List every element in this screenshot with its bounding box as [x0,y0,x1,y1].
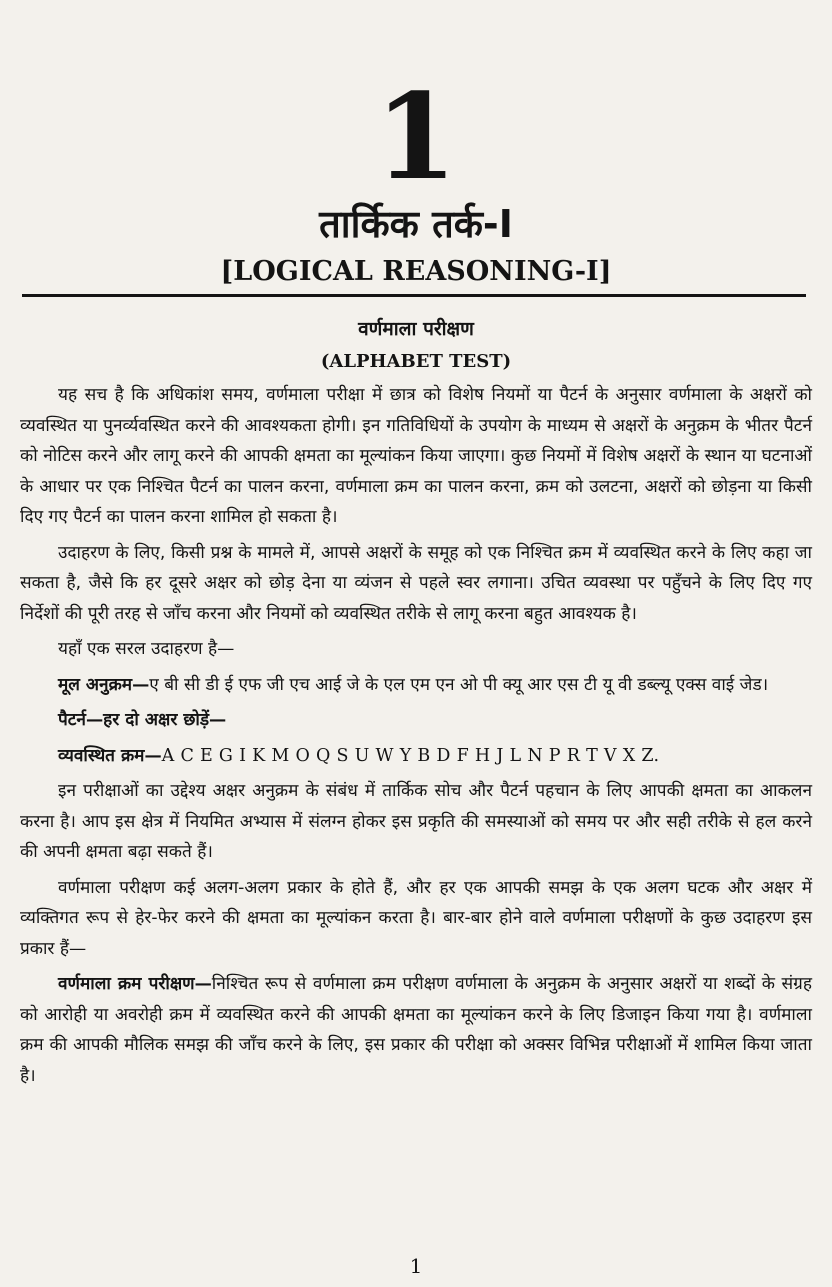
chapter-title-english: [LOGICAL REASONING-I] [220,256,612,287]
paragraph-intro: यह सच है कि अधिकांश समय, वर्णमाला परीक्षा में छात्र को विशेष नियमों या पैटर्न के अनुसार वर्णमाला के अक्षरों को व्यवस्थित या पुनर्व्यवस्थित करने की आवश्यकता होगी। इन गतिविधियों के उपयोग के माध्यम से अक्षरों के अनुक्रम के भीतर पैटर्न को नोटिस करने और लागू करने की आपकी क्षमता का मूल्यांकन किया जाएगा। कुछ नियमों में विशेष अक्षरों के स्थान या घटनाओं के आधार पर एक निश्चित पैटर्न का पालन करना, वर्णमाला क्रम का पालन करना, क्रम को उलटना, अक्षरों को छोड़ना या किसी दिए गए पैटर्न का पालन करना शामिल हो सकता है। [20,385,812,527]
page-number: 1 [409,1254,423,1278]
arranged-order-text: A C E G I K M O Q S U W Y B D F H J L N P R T V X Z. [161,745,660,766]
pattern-label: पैटर्न— [58,710,104,730]
original-sequence-text: ए बी सी डी ई एफ जी एच आई जे के एल एम एन ओ पी क्यू आर एस टी यू वी डब्ल्यू एक्स वाई जेड। [149,674,769,695]
chapter-number: 1 [374,67,458,206]
arranged-order-label: व्यवस्थित क्रम— [58,745,162,766]
pattern-text: हर दो अक्षर छोड़ें— [103,710,227,730]
section-title-hindi: वर्णमाला परीक्षण [358,318,474,340]
alphabet-order-test-text: निश्चित रूप से वर्णमाला क्रम परीक्षण वर्णमाला के अनुक्रम के अनुसार अक्षरों या शब्दों के संग्रह को आरोही या अवरोही क्रम में व्यवस्थित करने की आपकी क्षमता का मूल्यांकन करने के लिए डिजाइन किया गया है। वर्णमाला क्रम की आपकी मौलिक समझ की जाँच करने के लिए, इस प्रकार की परीक्षा को अक्सर विभिन्न परीक्षाओं में शामिल किया जाता है। [20,974,812,1086]
paragraph-alphabet-order-test [20,969,812,1091]
paragraph-original-sequence [20,670,812,701]
paragraph-example: उदाहरण के लिए, किसी प्रश्न के मामले में, आपसे अक्षरों के समूह को एक निश्चित क्रम में व्यवस्थित करने के लिए कहा जा सकता है, जैसे कि हर दूसरे अक्षर को छोड़ देना या व्यंजन से पहले स्वर लगाना। उचित व्यवस्था पर पहुँचने के लिए दिए गए निर्देशों की पूरी तरह से जाँच करना और नियमों को व्यवस्थित तरीके से लागू करना बहुत आवश्यक है। [20,542,813,624]
paragraph-arranged-order [20,741,812,772]
paragraph-pattern [20,705,812,736]
paragraph-simple-example: यहाँ एक सरल उदाहरण है— [58,639,235,659]
title-rule [22,294,806,297]
body-text [20,380,812,1096]
alphabet-order-test-label: वर्णमाला क्रम परीक्षण— [58,974,212,994]
paragraph-purpose: इन परीक्षाओं का उद्देश्य अक्षर अनुक्रम के संबंध में तार्किक सोच और पैटर्न पहचान के लिए आपकी क्षमता का आकलन करना है। आप इस क्षेत्र में नियमित अभ्यास में संलग्न होकर इस प्रकृति की समस्याओं को समय पर और सही तरीके से हल करने की अपनी क्षमता बढ़ा सकते हैं। [20,781,812,862]
section-title-english: (ALPHABET TEST) [320,351,512,372]
chapter-title-hindi: तार्किक तर्क-I [319,202,513,246]
paragraph-test-types: वर्णमाला परीक्षण कई अलग-अलग प्रकार के होते हैं, और हर एक आपकी समझ के एक अलग घटक और अक्षर में व्यक्तिगत रूप से हेर-फेर करने की क्षमता का मूल्यांकन करता है। बार-बार होने वाले वर्णमाला परीक्षणों के कुछ उदाहरण इस प्रकार हैं— [20,877,812,959]
original-sequence-label: मूल अनुक्रम— [58,674,150,695]
